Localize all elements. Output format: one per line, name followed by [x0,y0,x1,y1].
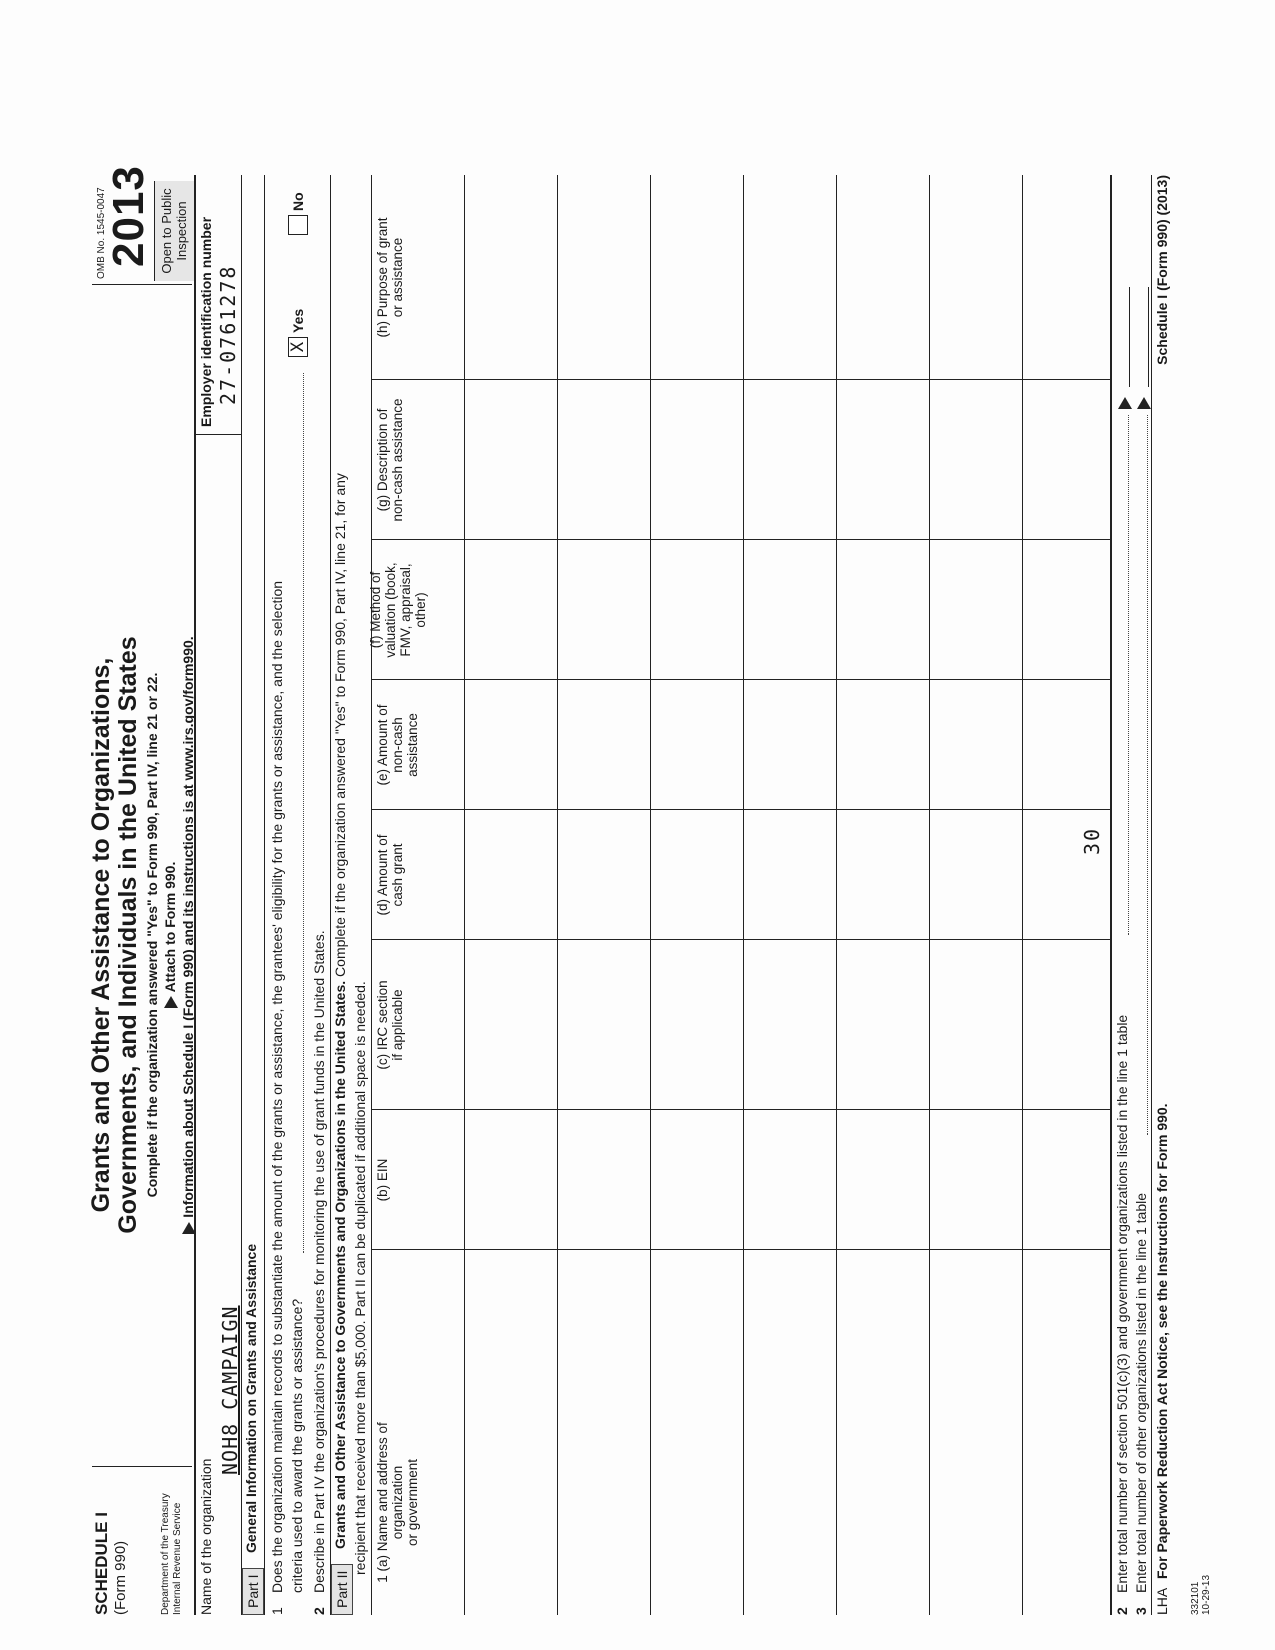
q2-number: 2 [311,1607,327,1615]
part-ii-heading [332,473,348,1549]
col-c-header-line1: (c) IRC section [375,980,390,1070]
col-d-header-line2: cash grant [390,843,405,907]
q1-number: 1 [269,1607,285,1615]
col-c-header-line2: if applicable [390,989,405,1061]
part-i-label: Part I [242,1568,264,1615]
attach-text: Attach to Form 990. [162,861,178,993]
line2-arrow [1116,393,1132,409]
header-bottom-rule [194,175,196,1615]
arrow-icon [1137,397,1151,409]
line2-number: 2 [1114,1607,1130,1615]
col-e-header-line1: (e) Amount of [375,704,390,786]
form-code-line1: 332101 [1190,1581,1201,1615]
col-divider [371,539,1110,540]
col-f-header-line3: FMV, appraisal, [398,563,413,657]
col-divider [371,1249,1110,1250]
q1-text-line2: criteria used to award the grants or assistance? [289,1298,305,1593]
ein-value: 27-0761278 [216,264,240,405]
omb-number: OMB No. 1545-0047 [96,187,107,279]
col-f-header [368,540,428,680]
ein-divider [195,434,241,435]
schedule-footer-ref: Schedule I (Form 990) (2013) [1154,175,1170,365]
form-subtitle: Complete if the organization answered "Yes" to Form 990, Part IV, line 21 or 22. [144,672,160,1198]
org-bottom-rule [241,175,242,1615]
col-f-header-line4: other) [413,592,428,628]
open-to-public-text: Open to Public [159,188,174,274]
line2-leader-dots [1128,415,1129,935]
form-code-line2: 10-29-13 [1201,1574,1212,1615]
col-divider [371,939,1110,940]
yes-label: Yes [290,308,306,333]
col-divider [371,1109,1110,1110]
part-ii-desc-line1: Complete if the organization answered "Yes" to Form 990, Part IV, line 21, for any [332,473,348,981]
form-title-line1: Grants and Other Assistance to Organizations, [87,657,115,1213]
paperwork-notice: For Paperwork Reduction Act Notice, see the Instructions for Form 990. [1154,1103,1170,1579]
table-row [650,175,651,1615]
col-e-header [375,680,420,810]
header-divider-left [92,1466,192,1467]
no-label: No [290,192,306,211]
open-inspection-box [154,181,195,281]
col-a-header-line1: 1 (a) Name and address of organization [375,1422,405,1583]
org-name-value: NOH8 CAMPAIGN [218,1305,242,1475]
col-d-header [375,810,405,940]
part-i-title: General Information on Grants and Assistance [243,1243,259,1553]
col-g-header [375,380,405,540]
arrow-icon [164,996,178,1008]
form-title-line2: Governments, and Individuals in the United States [114,636,142,1234]
table-row [557,175,558,1615]
q2-rule [330,175,331,1615]
part-ii-desc-line2: recipient that received more than $5,000. Part II can be duplicated if additional space is needed. [352,981,368,1575]
info-text: Information about Schedule I (Form 990) and its instructions is at www.irs.gov/form990. [180,636,196,1218]
table-row [464,175,465,1615]
form-code [1190,1575,1212,1615]
arrow-icon [1118,397,1132,409]
line2-text: Enter total number of section 501(c)(3) and government organizations listed in the line 1 table [1114,1014,1130,1593]
schedule-i-form [87,55,1212,1615]
header-divider-right [92,284,192,285]
table-row [743,175,744,1615]
yes-checkbox[interactable]: X [288,337,308,357]
lha-label: LHA [1154,1587,1170,1615]
col-h-header-line2: or assistance [390,237,405,318]
no-checkbox[interactable] [288,215,308,235]
line3-leader-dots [1147,415,1148,1135]
col-c-header [375,940,405,1110]
part-ii-rule [371,175,372,1615]
line3-entry [1148,287,1149,387]
org-name-label: Name of the organization [198,1458,214,1615]
col-d-header-line1: (d) Amount of [375,834,390,916]
col-f-header-line1: (f) Method of [368,571,383,649]
attach-instruction [162,405,178,1465]
line3-arrow [1135,393,1151,409]
table-row [836,175,837,1615]
col-e-header-line3: assistance [405,713,420,777]
col-a-header-line2: or government [405,1458,420,1547]
irs-label: Internal Revenue Service [172,1502,183,1615]
col-g-header-line1: (g) Description of [375,408,390,512]
col-b-header-text: (b) EIN [375,1158,390,1202]
schedule-label: SCHEDULE I [92,1512,111,1615]
tax-year: 2013 [104,165,153,267]
q1-leader-dots [303,373,304,1253]
footer-rule [1151,175,1152,1615]
col-g-header-line2: non-cash assistance [390,398,405,522]
page-number: 30 [1080,826,1104,855]
col-f-header-line2: valuation (book, [383,562,398,658]
part-ii-label: Part II [331,1564,353,1615]
col-h-header-line1: (h) Purpose of grant [375,217,390,338]
table-row [929,175,930,1615]
table-bottom-rule [1110,175,1112,1615]
ein-label: Employer identification number [198,216,214,427]
col-a-header [375,1390,420,1615]
table-row [1022,175,1023,1615]
inspection-text: Inspection [174,201,189,261]
col-e-header-line2: non-cash [390,717,405,773]
part-i-rule [264,175,265,1615]
q1-text-line1: Does the organization maintain records to substantiate the amount of the grants or assistance, the grantees' eligibility for the grants or assistance, and the selection [269,580,285,1593]
part-ii-title: Grants and Other Assistance to Governments and Organizations in the United States. [332,980,348,1549]
department-label: Department of the Treasury [160,1493,171,1615]
col-h-header [375,175,405,380]
line2-entry [1129,287,1130,387]
col-b-header [375,1110,390,1250]
form-reference: (Form 990) [112,1540,129,1615]
col-divider [371,379,1110,380]
line3-text: Enter total number of other organizations listed in the line 1 table [1133,1192,1149,1593]
col-divider [371,679,1110,680]
q2-text: Describe in Part IV the organization's procedures for monitoring the use of grant funds in the United States. [311,930,327,1593]
col-divider [371,809,1110,810]
line3-number: 3 [1133,1607,1149,1615]
